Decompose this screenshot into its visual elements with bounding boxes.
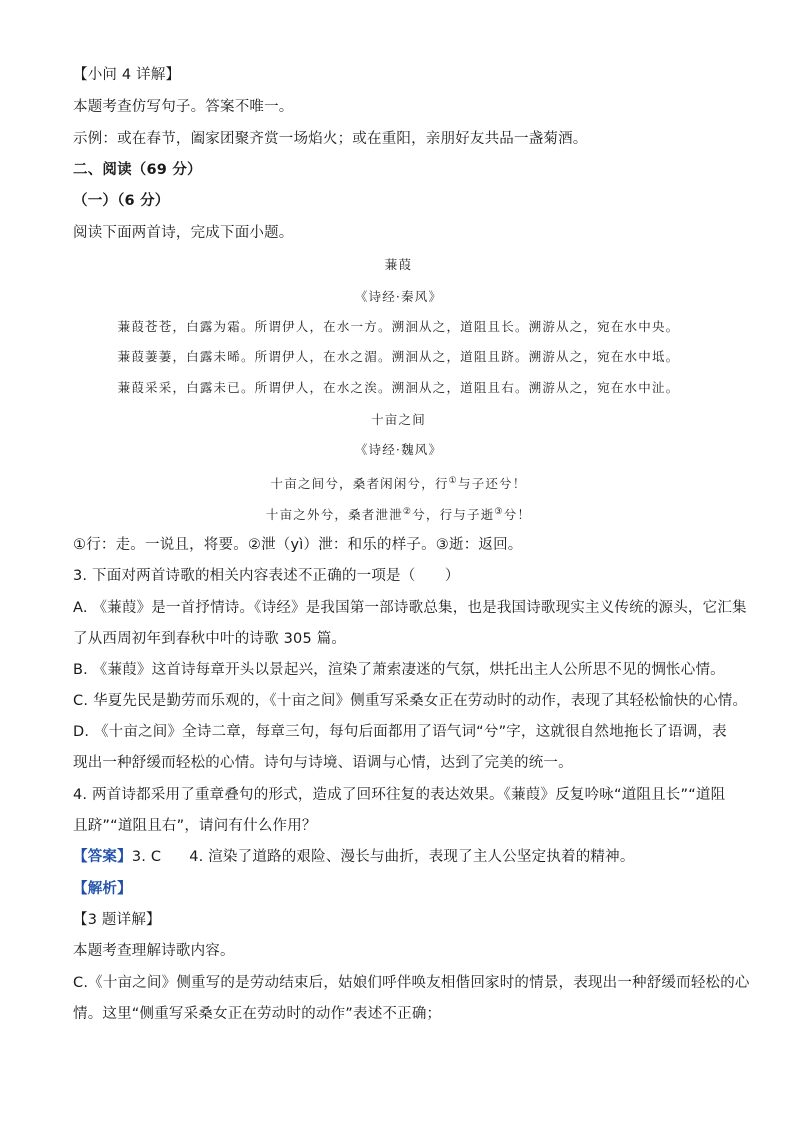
option-c: C. 华夏先民是勤劳而乐观的，《十亩之间》侧重写采桑女正在劳动时的动作，表现了其轻松愉快的心情。 [73,693,748,709]
poem2-line-2-text-c: 兮！ [503,507,532,522]
poem2-line-2 [73,503,724,524]
q3-description: 本题考查理解诗歌内容。 [73,943,235,959]
question-3-stem: 3. 下面对两首诗歌的相关内容表述不正确的一项是（ ） [73,568,460,584]
footnote-marker-3: ③ [494,507,504,517]
q4-description: 本题考查仿写句子。答案不唯一。 [73,99,294,115]
answer-label: 【答案】 [73,849,132,865]
part-heading: （一）（6 分） [73,193,170,209]
footnote-marker-1: ① [448,476,458,486]
answer-line [73,847,724,867]
poem2-line-1 [73,472,724,493]
q3-detail-heading: 【3 题详解】 [73,912,161,928]
analysis-label: 【解析】 [73,881,132,897]
option-d-line-1: D. 《十亩之间》全诗二章，每章三句，每句后面都用了语气词“兮”字，这就很自然地拖长了语调，表 [73,724,727,740]
answer-q4: 4. 渲染了道路的艰险、漫长与曲折，表现了主人公坚定执着的精神。 [189,849,635,865]
poem2-source: 《诗经·魏风》 [354,442,443,457]
reading-instruction: 阅读下面两首诗，完成下面小题。 [73,225,294,241]
q3-explanation-line-2: 情。这里“侧重写采桑女正在劳动时的动作”表述不正确； [73,1006,442,1022]
poem1-title: 蒹葭 [384,257,413,272]
poem1-stanza-1: 蒹葭苍苍，白露为霜。所谓伊人，在水一方。溯洄从之，道阻且长。溯游从之，宛在水中央。 [117,319,680,334]
option-a-line-2: 了从西周初年到春秋中叶的诗歌 305 篇。 [73,631,347,647]
option-b: B. 《蒹葭》这首诗每章开头以景起兴，渲染了萧索凄迷的气氛，烘托出主人公所思不见的惆怅心情。 [73,662,725,678]
option-a-line-1: A. 《蒹葭》是一首抒情诗。《诗经》是我国第一部诗歌总集，也是我国诗歌现实主义传统的源头，它汇集 [73,600,747,616]
poem1-stanza-3: 蒹葭采采，白露未已。所谓伊人，在水之涘。溯洄从之，道阻且右。溯游从之，宛在水中沚。 [117,380,680,395]
poem2-line-1-text-b: 与子还兮！ [457,476,527,491]
option-d-line-2: 现出一种舒缓而轻松的心情。诗句与诗境、语调与心情，达到了完美的统一。 [73,755,573,771]
q4-detail-heading: 【小问 4 详解】 [73,67,181,83]
section-heading-reading: 二、阅读（69 分） [73,162,202,178]
footnote-marker-2: ② [402,507,413,517]
poem1-stanza-2: 蒹葭萋萋，白露未晞。所谓伊人，在水之湄。溯洄从之，道阻且跻。溯游从之，宛在水中坻。 [117,349,680,364]
poem2-line-2-text-b: 兮，行与子逝 [412,507,495,522]
annotation-notes: ①行：走。一说且，将要。②泄（yì）泄：和乐的样子。③逝：返回。 [73,537,523,553]
poem2-line-2-text-a: 十亩之外兮，桑者泄泄 [265,507,403,522]
poem1-source: 《诗经·秦风》 [354,289,443,304]
question-4-stem-line-1: 4. 两首诗都采用了重章叠句的形式，造成了回环往复的表达效果。《蒹葭》反复吟咏“道阻且长”“道阻 [73,787,726,803]
poem2-line-1-text-a: 十亩之间兮，桑者闲闲兮，行 [270,476,449,491]
poem2-title: 十亩之间 [371,412,426,427]
answer-q3: 3. C [131,849,162,865]
question-4-stem-line-2: 且跻”“道阻且右”，请问有什么作用？ [73,818,317,834]
q4-example: 示例：或在春节，阖家团聚齐赏一场焰火；或在重阳，亲朋好友共品一盏菊酒。 [73,131,588,147]
q3-explanation-line-1: C.《十亩之间》侧重写的是劳动结束后，姑娘们呼伴唤友相偕回家时的情景，表现出一种舒缓而轻松的心 [73,975,750,991]
